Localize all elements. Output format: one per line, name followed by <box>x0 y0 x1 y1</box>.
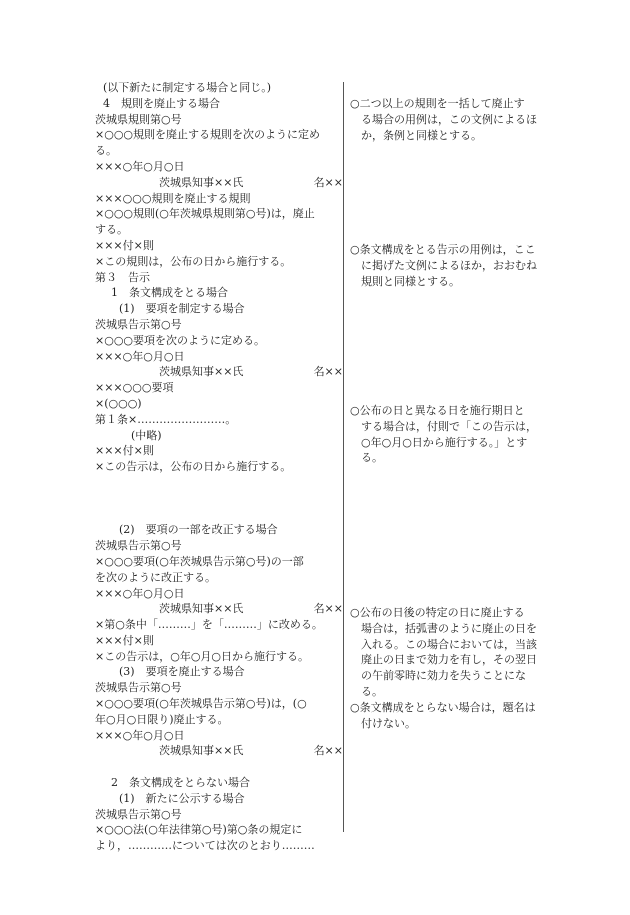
signer-name: 名×× <box>313 365 343 379</box>
text-line: ×○○○要項(○年茨城県告示第○号)の一部 <box>95 554 304 568</box>
text-line: ×○○○法(○年法律第○号)第○条の規定に <box>95 823 303 837</box>
text-line: ×××○○○要項 <box>95 381 174 395</box>
text-line: ×○○○規則(○年茨城県規則第○号)は，廃止 <box>95 207 315 221</box>
section-heading: (3) 要項を廃止する場合 <box>119 665 245 679</box>
note-line: に掲げた文例によるほか，おおむね <box>361 258 537 272</box>
note-line: する場合は，付則で「この告示は， <box>361 419 537 433</box>
text-line: ×(○○○) <box>95 396 142 410</box>
note-line: ○公布の日後の特定の日に廃止する <box>350 606 525 619</box>
note-line: る場合の用例は，この文例によるほ <box>361 112 537 126</box>
text-line: する。 <box>95 223 128 237</box>
text-line: ×この規則は，公布の日から施行する。 <box>95 254 292 268</box>
section-heading: (1) 新たに公示する場合 <box>119 791 245 805</box>
note-line: 場合は，括弧書のように廃止の日を <box>361 621 537 635</box>
section-heading: (1) 要項を制定する場合 <box>119 302 245 316</box>
text-line: 茨城県規則第○号 <box>95 112 182 126</box>
note-block <box>350 403 555 466</box>
signature-line <box>95 743 343 759</box>
text-line: ×××付×則 <box>95 633 154 647</box>
note-block <box>350 96 555 143</box>
spacer <box>95 759 343 775</box>
text-line: る。 <box>95 144 117 158</box>
signature-line <box>95 364 343 380</box>
text-line: 茨城県告示第○号 <box>95 317 182 331</box>
signer-title: 茨城県知事××氏 <box>159 175 244 189</box>
note-line: ○条文構成をとらない場合は，題名は <box>350 701 536 714</box>
text-line: 茨城県告示第○号 <box>95 681 182 695</box>
signature-line <box>95 601 343 617</box>
text-line: (中略) <box>131 428 162 442</box>
text-line: 第１条×……………………。 <box>95 412 237 426</box>
note-line: 入れる。この場合においては，当該 <box>361 637 537 651</box>
signature-line <box>95 175 343 191</box>
text-line: 年○月○日限り)廃止する。 <box>95 712 229 726</box>
note-line: ○条文構成をとる告示の用例は，ここ <box>350 243 536 256</box>
text-line: ×××付×則 <box>95 444 154 458</box>
text-line: ×この告示は，○年○月○日から施行する。 <box>95 649 310 663</box>
text-line: ×○○○規則を廃止する規則を次のように定め <box>95 128 321 142</box>
signer-name: 名×× <box>313 602 343 616</box>
note-line: ○二つ以上の規則を一括して廃止す <box>350 97 525 110</box>
text-line: ×××○年○月○日 <box>95 728 185 742</box>
text-line: ×××付×則 <box>95 238 154 252</box>
note-line: の午前零時に効力を失うことにな <box>361 669 526 683</box>
signer-title: 茨城県知事××氏 <box>159 365 244 379</box>
section-heading: 4 規則を廃止する場合 <box>103 96 220 110</box>
text-line: ×××○○○規則を廃止する規則 <box>95 191 251 205</box>
text-line: (以下新たに制定する場合と同じ。) <box>103 81 272 94</box>
signer-title: 茨城県知事××氏 <box>159 744 244 758</box>
left-column-sample-text <box>95 80 343 853</box>
note-line: ○公布の日と異なる日を施行期日と <box>350 404 525 417</box>
text-line: 茨城県告示第○号 <box>95 807 182 821</box>
note-line: か，条例と同様とする。 <box>361 128 482 142</box>
note-line: 規則と同様とする。 <box>361 274 460 288</box>
text-line: ×××○年○月○日 <box>95 349 185 363</box>
text-line: ×○○○要項(○年茨城県告示第○号)は，(○ <box>95 697 307 711</box>
note-line: 付けない。 <box>361 716 416 730</box>
text-line: 茨城県告示第○号 <box>95 539 182 553</box>
section-heading: 2 条文構成をとらない場合 <box>111 776 250 790</box>
text-line: ×××○年○月○日 <box>95 586 185 600</box>
note-line: 廃止の日まで効力を有し，その翌日 <box>361 653 537 667</box>
signer-name: 名×× <box>313 744 343 758</box>
text-line: ×××○年○月○日 <box>95 159 185 173</box>
text-line: ×○○○要項を次のように定める。 <box>95 333 266 347</box>
note-block <box>350 605 555 700</box>
section-heading: 1 条文構成をとる場合 <box>111 286 228 300</box>
note-block <box>350 242 555 289</box>
signer-name: 名×× <box>313 175 343 189</box>
text-line: より，…………については次のとおり……… <box>95 839 315 853</box>
note-line: る。 <box>361 684 383 698</box>
note-line: ○年○月○日から施行する。」とす <box>361 435 528 449</box>
column-divider <box>343 82 344 832</box>
right-column-notes <box>350 96 555 832</box>
text-line: ×第○条中「………」を「………」に改める。 <box>95 618 323 632</box>
section-heading: (2) 要項の一部を改正する場合 <box>119 523 278 537</box>
note-block <box>350 700 555 732</box>
text-line: ×この告示は，公布の日から施行する。 <box>95 460 292 474</box>
text-line: を次のように改正する。 <box>95 570 216 584</box>
note-line: る。 <box>361 451 383 465</box>
spacer <box>95 475 343 522</box>
section-heading: 第３ 告示 <box>95 270 150 284</box>
signer-title: 茨城県知事××氏 <box>159 602 244 616</box>
